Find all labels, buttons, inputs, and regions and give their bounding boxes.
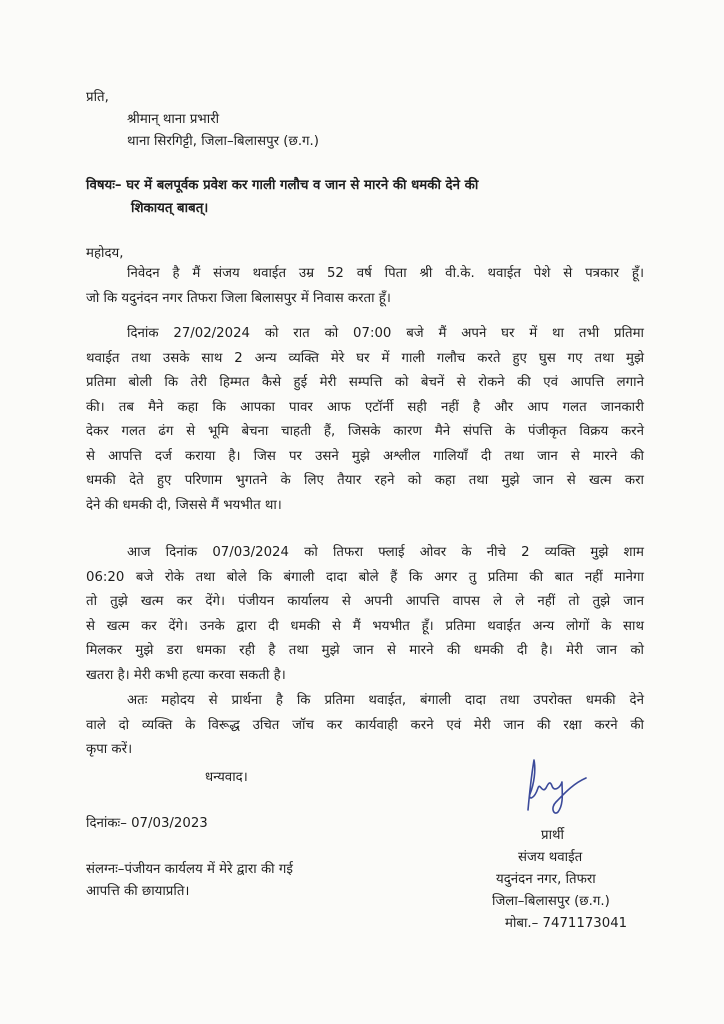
paragraph-request xyxy=(86,689,644,763)
paragraph-line: देकर गलत ढंग से भूमि बेचना चाहती हैं, जिसके कारण मैने संपत्ति के पंजीकृत विक्रय करने xyxy=(86,424,644,439)
salutation: महोदय, xyxy=(86,246,124,261)
paragraph-line: वाले दो व्यक्ति के विरूद्ध उचित जॉच कर कार्यवाही करने एवं मेरी जान की रक्षा करने की xyxy=(86,717,644,733)
signature-icon xyxy=(520,758,592,816)
recipient-station: थाना सिरगिट्टी, जिला–बिलासपुर (छ.ग.) xyxy=(127,134,319,149)
paragraph-line: तो तुझे खत्म कर देंगे। पंजीयन कार्यालय से अपनी आपत्ति वापस ले ले नहीं तो तुझे जान xyxy=(86,594,644,609)
recipient-title: श्रीमान् थाना प्रभारी xyxy=(127,112,220,127)
subject-line-1: विषयः– घर में बलपूर्वक प्रवेश कर गाली गलौच व जान से मारने की धमकी देने की xyxy=(86,178,479,193)
paragraph-line: निवेदन है मैं संजय थवाईत उम्र 52 वर्ष पिता श्री वी.के. थवाईत पेशे से पत्रकार हूँ। xyxy=(127,266,644,281)
paragraph-line: अतः महोदय से प्रार्थना है कि प्रतिमा थवाईत, बंगाली दादा तथा उपरोक्त धमकी देने xyxy=(127,693,644,708)
paragraph-introduction xyxy=(86,262,644,311)
paragraph-line: से खत्म कर देंगे। उनके द्वारा दी धमकी से मैं भयभीत हूँ। प्रतिमा थवाईत अन्य लोगों के साथ xyxy=(86,618,644,634)
sender-name: संजय थवाईत xyxy=(518,850,583,865)
paragraph-line: कृपा करें। xyxy=(86,742,133,757)
paragraph-line: जो कि यदुनंदन नगर तिफरा जिला बिलासपुर में निवास करता हूँ। xyxy=(86,290,391,306)
subject-line-2: शिकायत् बाबत्। xyxy=(131,201,209,216)
paragraph-line: से आपत्ति दर्ज कराया है। जिस पर उसने मुझे अश्लील गालियाँ दी तथा जान से मारने की xyxy=(86,448,644,464)
paragraph-incident-1 xyxy=(86,322,644,518)
paragraph-line: 06:20 बजे रोके तथा बोले कि बंगाली दादा बोले हैं कि अगर तु प्रतिमा की बात नहीं मानेगा xyxy=(86,569,644,585)
enclosure-line-2: आपत्ति की छायाप्रति। xyxy=(86,884,190,899)
sender-address-line-1: यदुनंदन नगर, तिफरा xyxy=(496,872,596,887)
thanks: धन्यवाद। xyxy=(205,770,248,785)
sender-role: प्रार्थी xyxy=(541,828,564,843)
paragraph-line: खतरा है। मेरी कभी हत्या करवा सकती है। xyxy=(86,667,286,683)
paragraph-line: दिनांक 27/02/2024 को रात को 07:00 बजे मैं अपने घर में था तभी प्रतिमा xyxy=(127,326,644,341)
paragraph-line: प्रतिमा बोली कि तेरी हिम्मत कैसे हुई मेरी सम्पत्ति को बेचनें से रोकने की एवं आपत्ति लगाने xyxy=(86,375,644,390)
paragraph-line: आज दिनांक 07/03/2024 को तिफरा फ्लाई ओवर के नीचे 2 व्यक्ति मुझे शाम xyxy=(127,545,644,560)
paragraph-line: थवाईत तथा उसके साथ 2 अन्य व्यक्ति मेरे घर में गाली गलौच करते हुए घुस गए तथा मुझे xyxy=(86,350,644,366)
letter-date: दिनांकः– 07/03/2023 xyxy=(86,816,208,831)
enclosure-line-1: संलग्नः–पंजीयन कार्यलय में मेरे द्वारा की गई xyxy=(86,862,293,877)
paragraph-incident-2 xyxy=(86,541,644,688)
paragraph-line: मिलकर मुझे डरा धमका रही है तथा मुझे जान से मारने की धमकी दी है। मेरी जान को xyxy=(86,643,644,658)
sender-phone: मोबा.– 7471173041 xyxy=(505,916,628,931)
to-label: प्रति, xyxy=(86,90,109,105)
paragraph-line: देने की धमकी दी, जिससे मैं भयभीत था। xyxy=(86,497,282,513)
paragraph-line: की। तब मैने कहा कि आपका पावर आफ एटॉर्नी सही नहीं है और आप गलत जानकारी xyxy=(86,399,644,415)
paragraph-line: धमकी देते हुए परिणाम भुगतने के लिए तैयार रहने को कहा तथा मुझे जान से खत्म करा xyxy=(86,473,644,488)
sender-address-line-2: जिला–बिलासपुर (छ.ग.) xyxy=(492,894,610,909)
